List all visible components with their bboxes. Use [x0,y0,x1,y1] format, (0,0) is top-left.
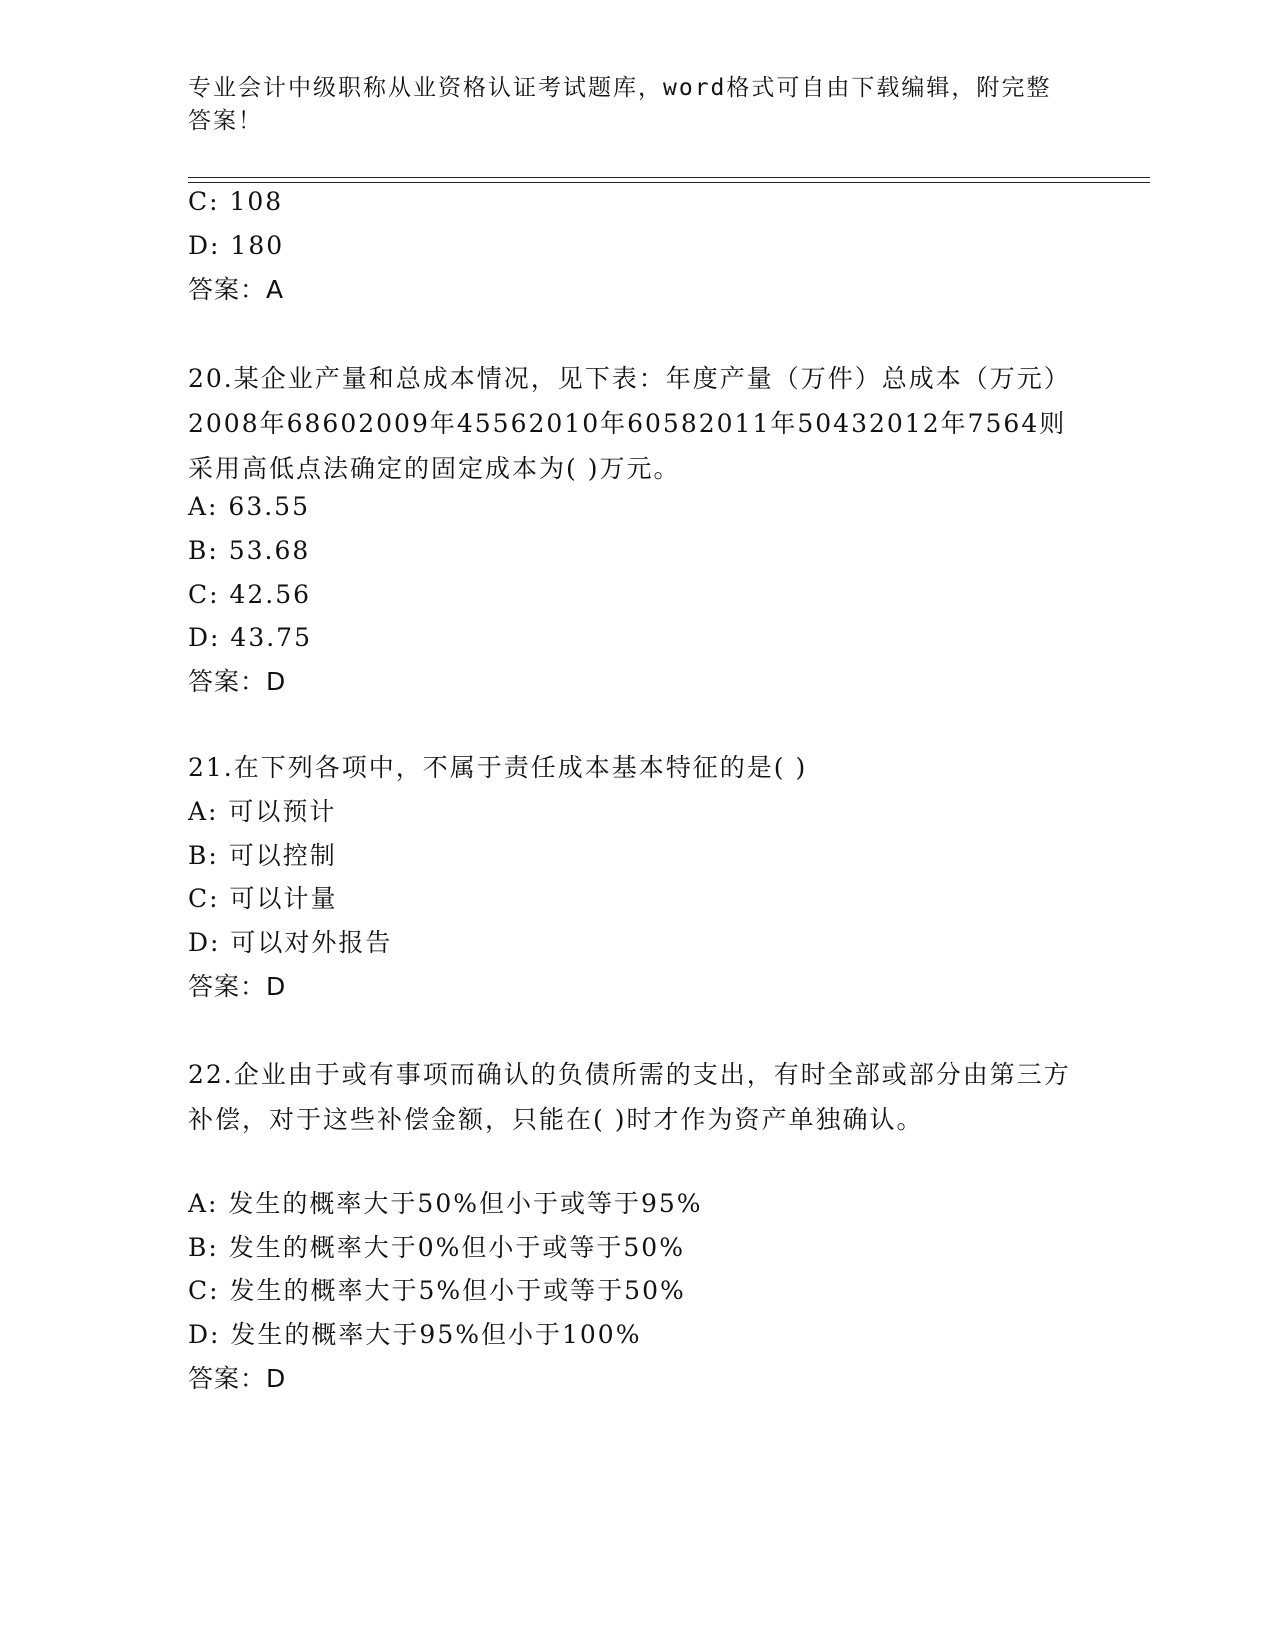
header-divider-bottom [188,182,1150,183]
question-22-option-d: D: 发生的概率大于95%但小于100% [188,1320,642,1349]
question-21-option-d: D: 可以对外报告 [188,928,393,957]
question-20-option-d: D: 43.75 [188,623,312,652]
answer: 答案：A [188,275,285,304]
question-20-answer: 答案：D [188,667,287,696]
question-21-option-b: B: 可以控制 [188,841,337,870]
question-22-option-a: A: 发生的概率大于50%但小于或等于95% [188,1189,703,1218]
option-d: D: 180 [188,231,285,260]
question-22-option-c: C: 发生的概率大于5%但小于或等于50% [188,1276,686,1305]
question-20-option-a: A: 63.55 [188,492,310,521]
question-22-answer: 答案：D [188,1364,287,1393]
question-21-option-c: C: 可以计量 [188,884,338,913]
question-21-option-a: A: 可以预计 [188,797,337,826]
question-21-answer: 答案：D [188,972,287,1001]
question-20-stem: 20.某企业产量和总成本情况，见下表：年度产量（万件）总成本（万元）2008年68602009年45562010年60582011年50432012年7564则采用高低点法确定的固定成本为( )万元。 [188,364,1071,483]
question-22-stem: 22.企业由于或有事项而确认的负债所需的支出，有时全部或部分由第三方补偿，对于这些补偿金额，只能在( )时才作为资产单独确认。 [188,1060,1071,1134]
question-20-option-b: B: 53.68 [188,536,311,565]
page-header-note: 专业会计中级职称从业资格认证考试题库，word格式可自由下载编辑，附完整答案！ [188,75,1052,134]
header-divider-top [188,177,1150,178]
question-20-option-c: C: 42.56 [188,580,312,609]
question-22-option-b: B: 发生的概率大于0%但小于或等于50% [188,1233,685,1262]
question-21-stem: 21.在下列各项中，不属于责任成本基本特征的是( ) [188,753,808,782]
option-c: C: 108 [188,187,284,216]
